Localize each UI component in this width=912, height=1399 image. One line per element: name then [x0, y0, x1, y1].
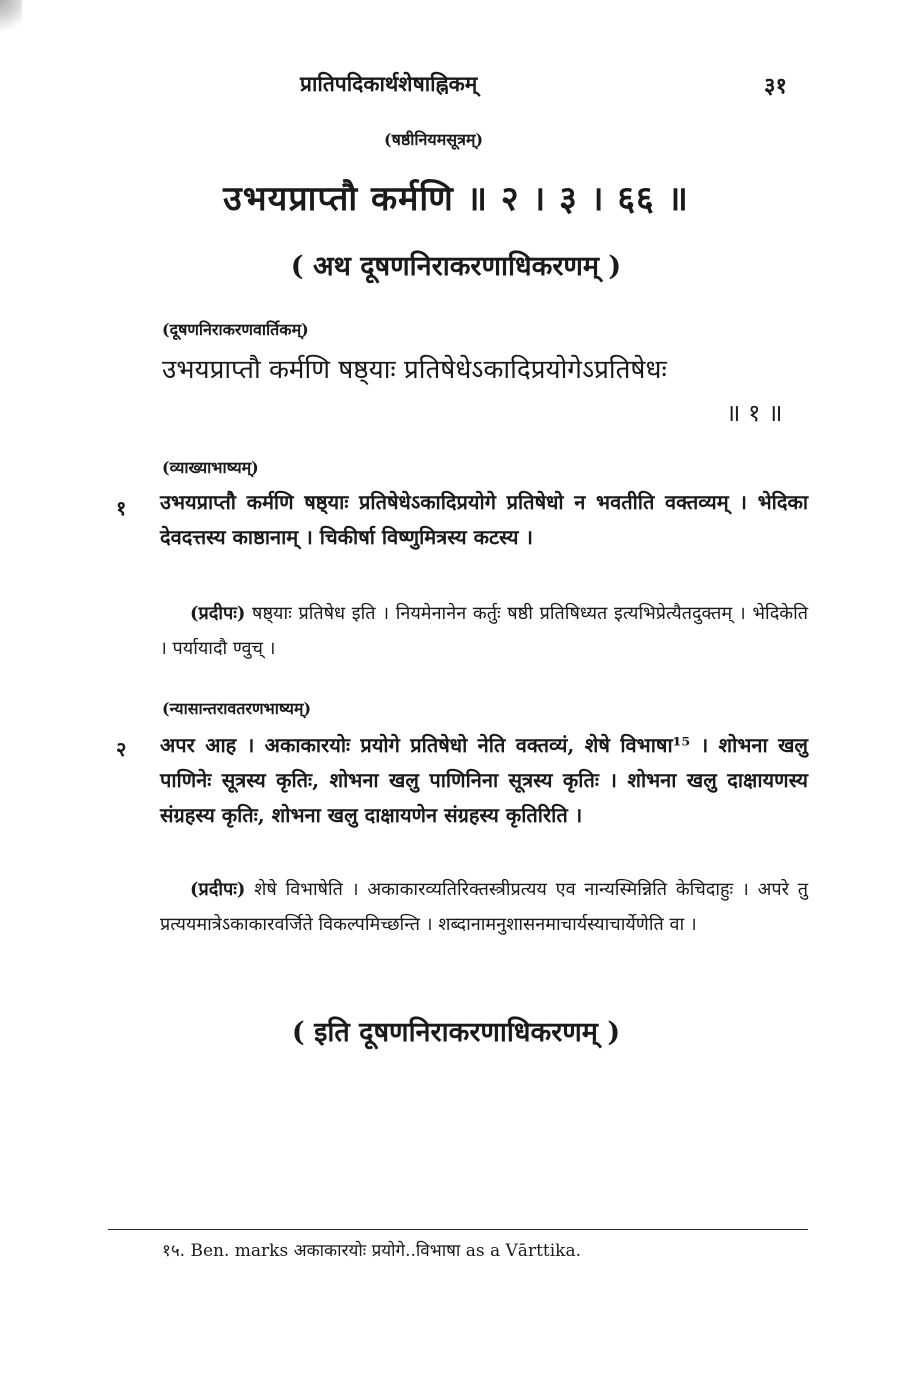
- vartika-line-2: ॥ १ ॥: [726, 399, 783, 427]
- section-close-heading: ( इति दूषणनिराकरणाधिकरणम् ): [291, 1017, 621, 1048]
- bhashya2-label: (न्यासान्तरावतरणभाष्यम्): [162, 699, 312, 718]
- paragraph-number-1: १: [116, 496, 127, 520]
- footnote-15: १५. Ben. marks अकाकारयोः प्रयोगे..विभाषा as a Vārttika.: [162, 1241, 582, 1261]
- pradipa-text-1: षष्ठ्याः प्रतिषेध इति । नियमेनानेन कर्तुः षष्ठी प्रतिषिध्यत इत्यभिप्रेत्यैतदुक्तम् । भेदिकेति । पर्यायादौ ण्वुच् ।: [160, 603, 808, 659]
- bhashya-paragraph-1: उभयप्राप्तौ कर्मणि षष्ठ्याः प्रतिषेधेऽकादिप्रयोगे प्रतिषेधो न भवतीति वक्तव्यम् । भेदिका देवदत्तस्य काष्ठानाम् । चिकीर्षा विष्णुमित्रस्य कटस्य ।: [160, 490, 808, 549]
- page-number: ३१: [764, 73, 787, 99]
- sutra-label: (षष्ठीनियमसूत्रम्): [384, 130, 484, 149]
- pradipa-label-2: (प्रदीपः): [190, 879, 246, 900]
- section-open-heading: ( अथ दूषणनिराकरणाधिकरणम् ): [290, 251, 622, 282]
- running-head: प्रातिपदिकार्थशेषाह्निकम्: [300, 71, 478, 96]
- sutra-heading: उभयप्राप्तौ कर्मणि ॥ २ । ३ । ६६ ॥: [223, 179, 689, 219]
- paragraph-number-2: २: [116, 737, 127, 761]
- vartika-label: (दूषणनिराकरणवार्तिकम्): [162, 320, 309, 339]
- pradipa-paragraph-1: [160, 596, 808, 666]
- bhashya-paragraph-2: अपर आह । अकाकारयोः प्रयोगे प्रतिषेधो नेति वक्तव्यं, शेषे विभाषा¹⁵ । शोभना खलु पाणिनेः सूत्रस्य कृतिः, शोभना खलु पाणिनिना सूत्रस्य कृतिः । शोभना खलु दाक्षायणस्य संग्रहस्य कृतिः, शोभना खलु दाक्षायणेन संग्रहस्य कृतिरिति ।: [160, 733, 808, 827]
- footnote-divider: [108, 1229, 808, 1230]
- pradipa-label-1: (प्रदीपः): [190, 603, 246, 624]
- pradipa-text-2: शेषे विभाषेति । अकाकारव्यतिरिक्तस्त्रीप्रत्यय एव नान्यस्मिन्निति केचिदाहुः । अपरे तु प्रत्ययमात्रेऽकाकारवर्जिते विकल्पमिच्छन्ति । शब्दानामनुशासनमाचार्यस्याचार्येणेति वा ।: [160, 879, 808, 935]
- vartika-line-1: उभयप्राप्तौ कर्मणि षष्ठ्याः प्रतिषेधेऽकादिप्रयोगेऽप्रतिषेधः: [162, 355, 667, 385]
- bhashya1-label: (व्याख्याभाष्यम्): [162, 458, 259, 477]
- pradipa-paragraph-2: [160, 872, 808, 942]
- scan-speckle: [0, 0, 22, 40]
